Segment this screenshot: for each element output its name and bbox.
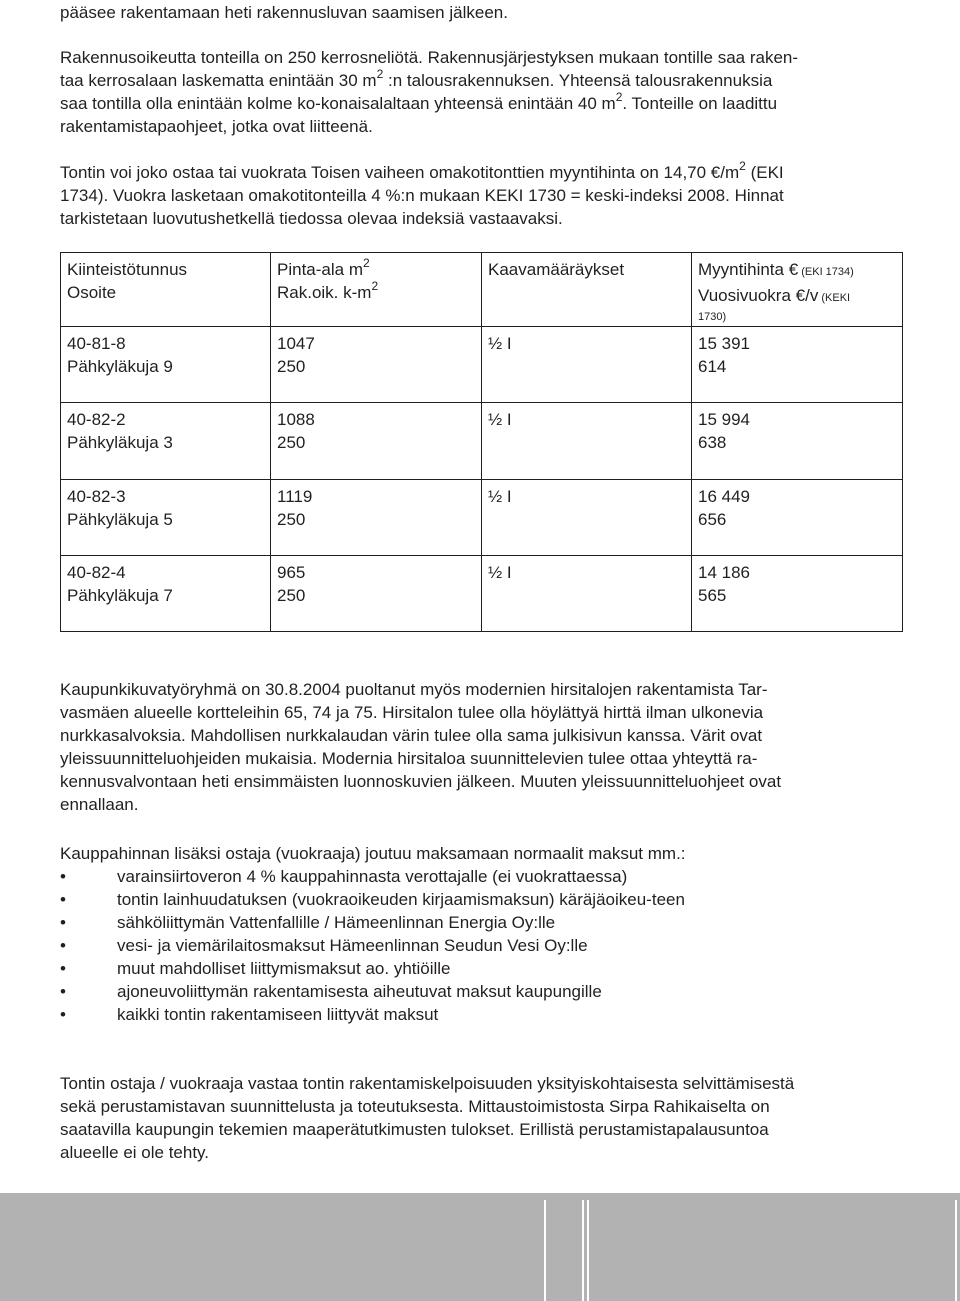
text-segment: :n talousrakennuksen. Yhteensä talousrakennuksia — [383, 71, 773, 90]
superscript: 2 — [376, 67, 384, 81]
text-line: Kaupunkikuvatyöryhmä on 30.8.2004 puoltanut myös modernien hirsitalojen rakentamista Tar- — [60, 680, 768, 699]
plot-rent: 656 — [698, 509, 727, 529]
cell-price — [692, 403, 903, 479]
header-text-segment: Vuosivuokra €/v — [698, 286, 819, 305]
plot-address: Pähkyläkuja 3 — [67, 433, 173, 453]
plot-area: 1119 — [277, 486, 313, 506]
list-item — [60, 934, 900, 957]
list-item-text: varainsiirtoveron 4 % kauppahinnasta verottajalle (ei vuokrattaessa) — [117, 867, 628, 886]
cell-plan — [482, 403, 692, 479]
cell-plan — [482, 327, 692, 403]
header-text — [277, 281, 475, 304]
text-line: rakentamistapaohjeet, jotka ovat liitteenä. — [60, 117, 373, 136]
cell-id — [61, 403, 271, 479]
text-line: nurkkasalvoksia. Mahdollisen nurkkalaudan värin tulee olla sama julkisivun kanssa. Värit ovat — [60, 726, 763, 745]
header-text: Osoite — [67, 283, 117, 302]
text-segment: . Tonteille on laadittu — [622, 94, 778, 113]
text-line: 1734). Vuokra lasketaan omakotitonteilla 4 %:n mukaan KEKI 1730 = keski-indeksi 2008. Hinnat — [60, 186, 784, 205]
cell-plan — [482, 555, 692, 631]
fees-section — [60, 842, 900, 1026]
text-line: ennallaan. — [60, 795, 139, 814]
list-item — [60, 957, 900, 980]
text-line — [60, 92, 900, 115]
plot-rent: 565 — [698, 585, 727, 605]
cell-price — [692, 479, 903, 555]
header-small-text: (EKI 1734) — [798, 266, 854, 278]
list-item — [60, 1003, 900, 1026]
building-rights-paragraph — [60, 46, 900, 138]
superscript: 2 — [739, 159, 746, 173]
plot-id: 40-82-2 — [67, 410, 126, 430]
intro-line-text: pääsee rakentamaan heti rakennusluvan saamisen jälkeen. — [60, 3, 508, 22]
text-line: Rakennusoikeutta tonteilla on 250 kerrosneliötä. Rakennusjärjestyksen mukaan tontille saa raken- — [60, 48, 799, 67]
cell-price — [692, 327, 903, 403]
fees-intro: Kauppahinnan lisäksi ostaja (vuokraaja) joutuu maksamaan normaalit maksut mm.: — [60, 844, 686, 863]
plot-price: 15 391 — [698, 334, 750, 353]
cell-id — [61, 555, 271, 631]
plot-area: 1088 — [277, 410, 315, 430]
text-segment: (EKI — [745, 163, 784, 182]
list-item — [60, 865, 900, 888]
superscript: 2 — [615, 90, 623, 104]
header-text: Kiinteistötunnus — [67, 260, 188, 279]
header-small-text: (KEKI — [818, 292, 851, 304]
plot-address: Pähkyläkuja 7 — [67, 585, 173, 605]
pricing-paragraph — [60, 161, 900, 230]
plot-build-right: 250 — [277, 433, 306, 453]
text-line: Tontin ostaja / vuokraaja vastaa tontin rakentamiskelpoisuuden yksityiskohtaisesta selvittämisestä — [60, 1074, 795, 1093]
plot-price: 16 449 — [698, 486, 750, 506]
header-cell-price — [692, 253, 903, 327]
header-text-segment: Rak.oik. k-m — [277, 283, 372, 302]
plot-address: Pähkyläkuja 9 — [67, 357, 173, 376]
list-item-text: sähköliittymän Vattenfallille / Hämeenlinnan Energia Oy:lle — [117, 913, 556, 932]
text-line: yleissuunnitteluohjeiden mukaisia. Modernia hirsitaloa suunnittelevien tulee ottaa yhteyttä ra- — [60, 749, 758, 768]
header-text — [277, 258, 475, 281]
text-line — [60, 69, 900, 92]
list-item-text: muut mahdolliset liittymismaksut ao. yhtiöille — [117, 959, 451, 978]
fees-list — [60, 865, 900, 1026]
plot-price: 15 994 — [698, 410, 750, 430]
list-item-text: kaikki tontin rakentamiseen liittyvät maksut — [117, 1005, 439, 1024]
intro-line — [60, 1, 900, 24]
table-row — [61, 403, 903, 479]
cell-area — [271, 403, 482, 479]
plots-table — [60, 252, 903, 632]
plot-id: 40-82-4 — [67, 562, 126, 582]
plot-area: 1047 — [277, 334, 315, 353]
plot-plan: ½ I — [488, 562, 512, 582]
plot-rent: 614 — [698, 357, 727, 376]
list-item — [60, 980, 900, 1003]
log-house-paragraph — [60, 678, 900, 816]
table-row — [61, 327, 903, 403]
plot-id: 40-81-8 — [67, 334, 126, 353]
list-item-text: tontin lainhuudatuksen (vuokraoikeuden kirjaamismaksun) käräjäoikeu-teen — [117, 890, 685, 909]
header-text — [698, 258, 896, 284]
superscript: 2 — [362, 256, 370, 270]
footer-box — [544, 1200, 584, 1301]
list-item-text: ajoneuvoliittymän rakentamisesta aiheutuvat maksut kaupungille — [117, 982, 602, 1001]
text-line: alueelle ei ole tehty. — [60, 1143, 210, 1162]
list-item-text: vesi- ja viemärilaitosmaksut Hämeenlinnan Seudun Vesi Oy:lle — [117, 936, 588, 955]
text-line: saatavilla kaupungin tekemien maaperätutkimusten tulokset. Erillistä perustamistapalausuntoa — [60, 1120, 769, 1139]
text-line: vasmäen alueelle kortteleihin 65, 74 ja 75. Hirsitalon tulee olla höylättyä hirttä ilman ulkonevia — [60, 703, 764, 722]
list-item — [60, 911, 900, 934]
text-line — [60, 161, 900, 184]
header-small-text: 1730) — [698, 311, 727, 323]
header-cell-area — [271, 253, 482, 327]
list-item — [60, 888, 900, 911]
bullet-icon: • — [60, 913, 66, 932]
bullet-icon: • — [60, 959, 66, 978]
table-header-row — [61, 253, 903, 327]
plot-plan: ½ I — [488, 410, 512, 430]
plot-plan: ½ I — [488, 334, 512, 353]
plot-price: 14 186 — [698, 562, 750, 582]
header-text-segment: Pinta-ala m — [277, 260, 363, 279]
header-cell-id — [61, 253, 271, 327]
text-segment: Tontin voi joko ostaa tai vuokrata Toisen vaiheen omakotitonttien myyntihinta on 14,70 €/m — [60, 163, 740, 182]
plot-rent: 638 — [698, 433, 727, 453]
text-segment: saa tontilla olla enintään kolme ko-konaisalaltaan yhteensä enintään 40 m — [60, 94, 616, 113]
cell-area — [271, 555, 482, 631]
bullet-icon: • — [60, 867, 66, 886]
plot-id: 40-82-3 — [67, 486, 126, 506]
text-line: sekä perustamistavan suunnittelusta ja toteutuksesta. Mittaustoimistosta Sirpa Rahikaiselta on — [60, 1097, 770, 1116]
plot-build-right: 250 — [277, 585, 306, 605]
table-row — [61, 479, 903, 555]
cell-id — [61, 479, 271, 555]
bullet-icon: • — [60, 890, 66, 909]
cell-id — [61, 327, 271, 403]
text-line: kennusvalvontaan heti ensimmäisten luonnoskuvien jälkeen. Muuten yleissuunnitteluohjeet ovat — [60, 772, 782, 791]
header-text — [698, 284, 896, 310]
plot-plan: ½ I — [488, 486, 512, 506]
header-text-segment: Myyntihinta € — [698, 260, 799, 279]
text-line: tarkistetaan luovutushetkellä tiedossa olevaa indeksiä vastaavaksi. — [60, 209, 563, 228]
header-text: Kaavamääräykset — [488, 260, 625, 279]
header-cell-plan — [482, 253, 692, 327]
table-row — [61, 555, 903, 631]
footer-box — [587, 1200, 957, 1301]
plot-area: 965 — [277, 562, 306, 582]
cell-area — [271, 479, 482, 555]
plot-address: Pähkyläkuja 5 — [67, 509, 173, 529]
cell-plan — [482, 479, 692, 555]
text-segment: taa kerrosalaan laskematta enintään 30 m — [60, 71, 377, 90]
plot-build-right: 250 — [277, 509, 306, 529]
bullet-icon: • — [60, 936, 66, 955]
responsibility-paragraph — [60, 1072, 900, 1164]
cell-area — [271, 327, 482, 403]
cell-price — [692, 555, 903, 631]
bullet-icon: • — [60, 1005, 66, 1024]
superscript: 2 — [371, 279, 379, 293]
bullet-icon: • — [60, 982, 66, 1001]
plot-build-right: 250 — [277, 357, 306, 376]
